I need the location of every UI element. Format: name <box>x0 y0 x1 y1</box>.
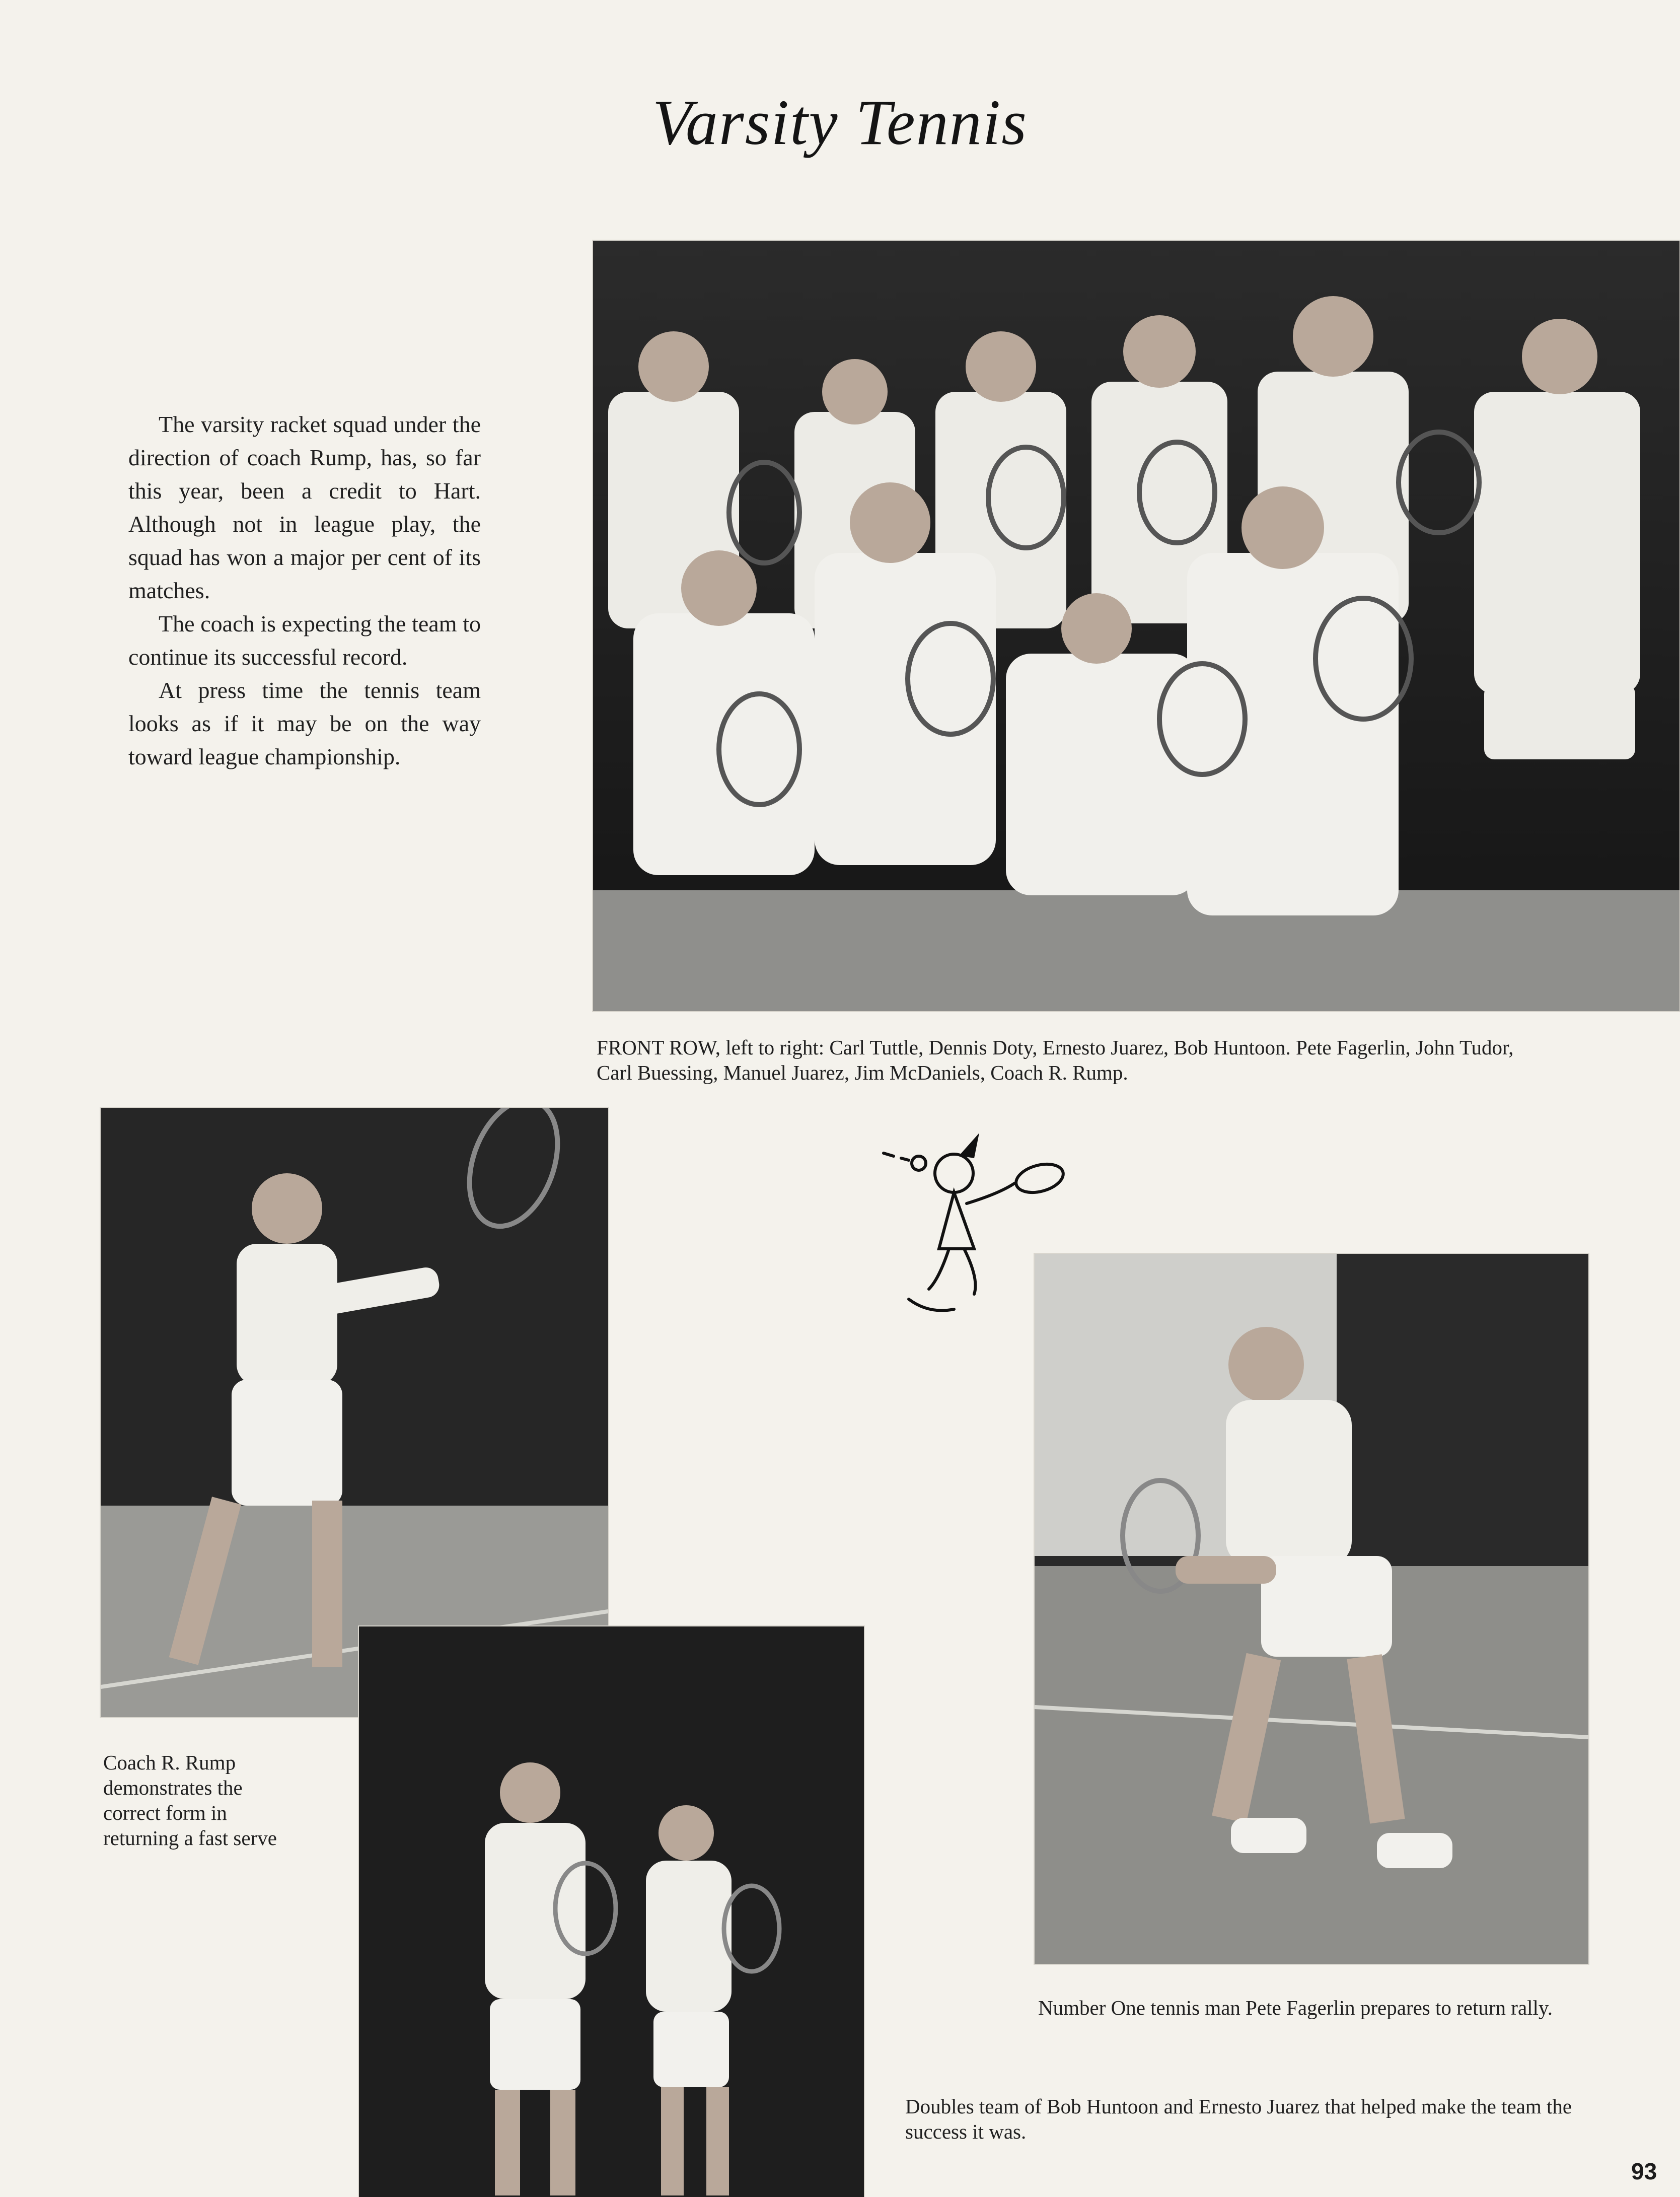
doubles-photo <box>359 1626 864 2197</box>
intro-paragraph-3: At press time the tennis team looks as if it may be on the way toward league championship. <box>128 677 481 769</box>
intro-paragraph-2: The coach is expecting the team to continue its successful record. <box>128 611 481 670</box>
intro-paragraph-1: The varsity racket squad under the direction of coach Rump, has, so far this year, been a credit to Hart. Although not in league play, the squad has won a major per cent of its matches. <box>128 411 481 603</box>
intro-text <box>128 408 481 773</box>
page-number: 93 <box>1631 2158 1657 2184</box>
coach-photo-caption: Coach R. Rump demonstrates the correct form in returning a fast serve <box>103 1751 277 1850</box>
coach-photo <box>101 1108 608 1717</box>
page-title: Varsity Tennis <box>652 87 1028 158</box>
fagerlin-photo-caption: Number One tennis man Pete Fagerlin prepares to return rally. <box>1038 1996 1553 2019</box>
doubles-photo-caption: Doubles team of Bob Huntoon and Ernesto Juarez that helped make the team the success it was. <box>905 2095 1572 2143</box>
team-photo <box>593 241 1679 1011</box>
team-photo-caption: FRONT ROW, left to right: Carl Tuttle, Dennis Doty, Ernesto Juarez, Bob Huntoon. Pete Fagerlin, John Tudor, Carl Buessing, Manuel Juarez, Jim McDaniels, Coach R. Rump. <box>597 1036 1514 1084</box>
fagerlin-photo <box>1035 1254 1588 1964</box>
